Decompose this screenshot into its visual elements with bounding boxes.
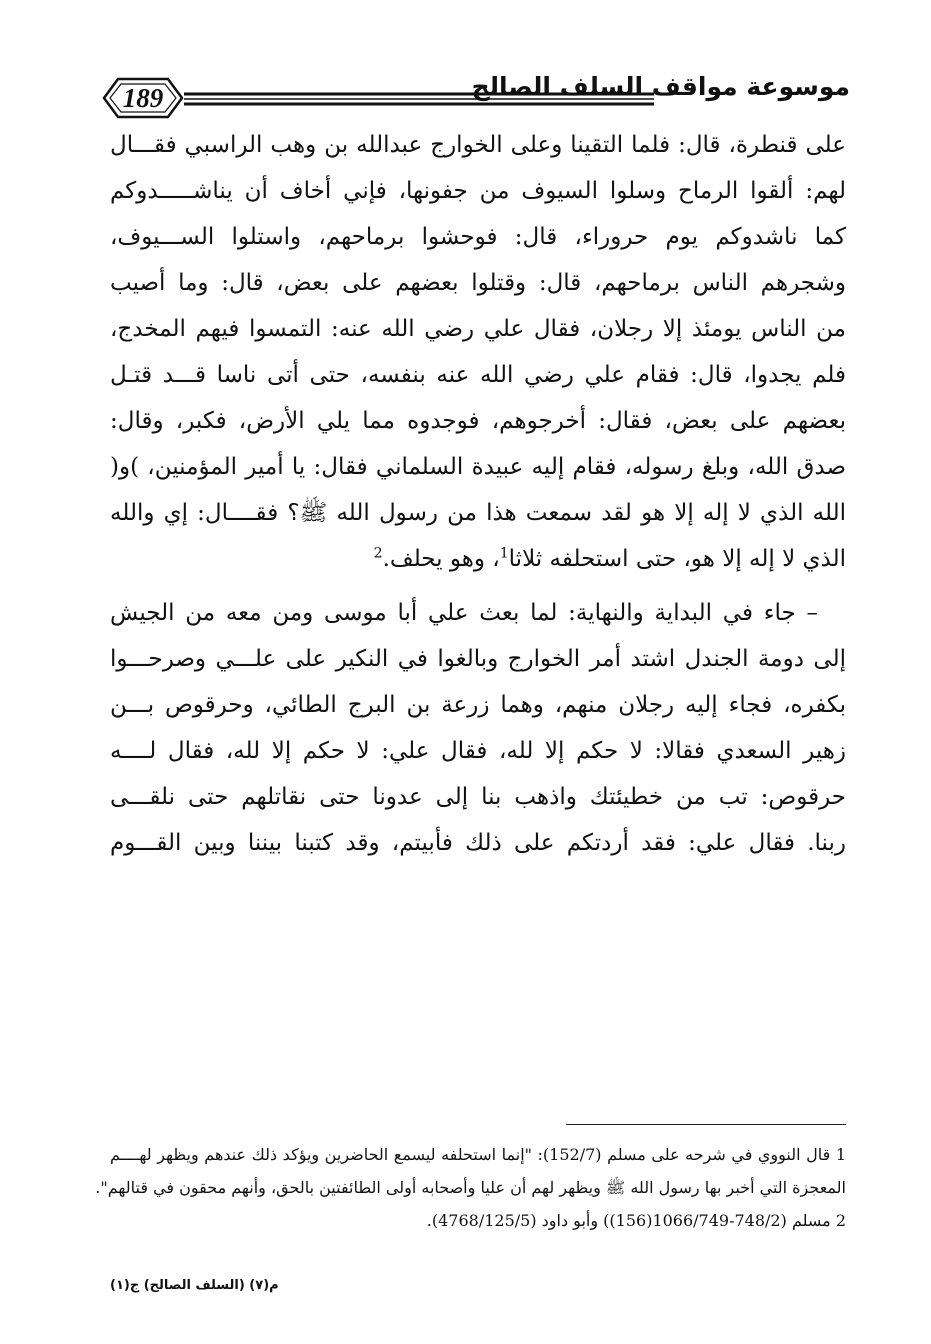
- text-line: لهم: ألقوا الرماح وسلوا السيوف من جفونها، فإني أخاف أن يناشـــــدوكم: [110, 178, 846, 204]
- printer-signature: م(٧) (السلف الصالح) ج(١): [110, 1278, 279, 1293]
- footnotes: [95, 1138, 846, 1237]
- main-text: [110, 122, 846, 866]
- text-line: الله الذي لا إله إلا هو لقد سمعت هذا من رسول الله ﷺ؟ فقــــال: إي والله: [110, 500, 846, 526]
- text-line: ربنا. فقال علي: فقد أردتكم على ذلك فأبيتم، وقد كتبنا بيننا وبين القـــوم: [110, 830, 846, 856]
- running-title: موسوعة مواقف السلف الصالح: [471, 72, 850, 101]
- page-number: 189: [122, 83, 164, 113]
- page-number-badge: [100, 76, 186, 120]
- text-line: بعضهم على بعض، فقال: أخرجوهم، فوجدوه مما يلي الأرض، فكبر، وقال:: [110, 408, 846, 434]
- text-line: – جاء في البداية والنهاية: لما بعث علي أبا موسى ومن معه من الجيش: [110, 600, 818, 626]
- text-fragment: الذي لا إله إلا هو، حتى استحلفه ثلاثا: [508, 546, 846, 572]
- footnote-ref-2[interactable]: 2: [373, 545, 383, 562]
- footnote-line: المعجزة التي أخبر بها رسول الله ﷺ ويظهر لهم أن عليا وأصحابه أولى الطائفتين بالحق، وأنهم محقون في قتالهم".: [95, 1178, 846, 1197]
- footnote-divider: [566, 1124, 846, 1125]
- text-line-last: [110, 536, 846, 582]
- text-fragment: ، وهو يحلف.: [382, 546, 500, 572]
- text-line: صدق الله، وبلغ رسوله، فقام إليه عبيدة السلماني فقال: يا أمير المؤمنين، )و(: [110, 454, 846, 480]
- text-line: على قنطرة، قال: فلما التقينا وعلى الخوارج عبدالله بن وهب الراسبي فقـــال: [110, 132, 846, 158]
- text-line: كما ناشدوكم يوم حروراء، قال: فوحشوا برماحهم، واستلوا الســـيوف،: [110, 224, 846, 250]
- text-line: بكفره، فجاء إليه رجلان منهم، وهما زرعة بن البرج الطائي، وحرقوص بـــن: [110, 692, 846, 718]
- text-line: زهير السعدي فقالا: لا حكم إلا لله، فقال علي: لا حكم إلا لله، فقال لــــه: [110, 738, 846, 764]
- text-line: فلم يجدوا، قال: فقام علي رضي الله عنه بنفسه، حتى أتى ناسا قـــد قتـل: [110, 362, 846, 388]
- footnote-ref-1[interactable]: 1: [499, 545, 509, 562]
- footnote-line: 2 مسلم (748/2-1066/749(156)) وأبو داود (4768/125/5).: [426, 1211, 846, 1230]
- text-line: وشجرهم الناس برماحهم، قال: وقتلوا بعضهم على بعض، قال: وما أصيب: [110, 270, 846, 296]
- text-line: إلى دومة الجندل اشتد أمر الخوارج وبالغوا في النكير على علـــي وصرحـــوا: [110, 646, 846, 672]
- footnote-line: 1 قال النووي في شرحه على مسلم (152/7): "إنما استحلفه ليسمع الحاضرين ويؤكد ذلك عندهم ويظهر لهــــم: [110, 1145, 846, 1164]
- text-line: من الناس يومئذ إلا رجلان، فقال علي رضي الله عنه: التمسوا فيهم المخدج،: [110, 316, 846, 342]
- text-line: حرقوص: تب من خطيئتك واذهب بنا إلى عدونا حتى نقاتلهم حتى نلقـــى: [110, 784, 846, 810]
